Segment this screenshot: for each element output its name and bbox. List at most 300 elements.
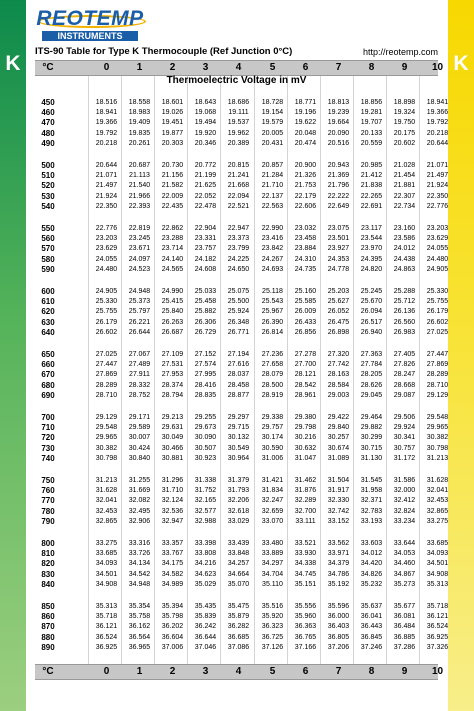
voltage-cell: 19.366 — [95, 119, 118, 127]
voltage-cell: 20.602 — [393, 139, 416, 147]
voltage-cell: 29.882 — [360, 424, 383, 432]
row-temperature: 450 — [41, 98, 55, 107]
voltage-cell: 29.757 — [261, 424, 284, 432]
voltage-cell: 34.460 — [393, 560, 416, 568]
voltage-cell: 33.275 — [426, 517, 449, 525]
voltage-cell: 23.884 — [294, 245, 317, 253]
voltage-cell: 30.132 — [227, 434, 250, 442]
voltage-cell: 29.548 — [426, 414, 449, 421]
voltage-cell: 30.590 — [261, 444, 284, 452]
voltage-cell: 29.840 — [327, 424, 350, 432]
header-cell-5: 5 — [269, 62, 276, 73]
voltage-cell: 33.439 — [227, 540, 250, 547]
voltage-cell: 33.070 — [261, 517, 284, 525]
voltage-cell: 24.905 — [426, 265, 449, 273]
voltage-cell: 36.644 — [194, 633, 217, 641]
voltage-cell: 19.196 — [294, 109, 317, 117]
reotemp-logo — [36, 7, 144, 39]
voltage-cell: 19.068 — [194, 109, 217, 117]
voltage-cell: 31.917 — [327, 487, 350, 495]
row-temperature: 580 — [41, 254, 55, 264]
voltage-cell: 30.257 — [327, 434, 350, 442]
row-temperature: 720 — [41, 433, 55, 443]
voltage-cell: 31.545 — [360, 477, 383, 484]
voltage-cell: 20.730 — [161, 162, 184, 169]
voltage-cell: 33.193 — [360, 517, 383, 525]
voltage-cell: 24.523 — [128, 265, 151, 273]
voltage-cell: 31.338 — [194, 477, 217, 484]
voltage-cell: 25.627 — [327, 298, 350, 306]
voltage-cell: 31.130 — [360, 454, 383, 462]
voltage-cell: 36.965 — [128, 643, 151, 651]
voltage-cell: 19.707 — [360, 119, 383, 127]
voltage-cell: 22.350 — [426, 192, 449, 200]
voltage-cell: 35.151 — [294, 580, 317, 588]
voltage-cell: 23.757 — [194, 245, 217, 253]
voltage-cell: 27.363 — [360, 351, 383, 358]
table-row — [35, 602, 449, 612]
voltage-cell: 25.288 — [393, 288, 416, 295]
voltage-cell: 20.346 — [194, 139, 217, 147]
voltage-cell: 21.924 — [95, 192, 118, 200]
voltage-cell: 20.218 — [426, 129, 449, 137]
header-cell-temp: °C — [42, 62, 54, 73]
voltage-cell: 25.712 — [393, 298, 416, 306]
voltage-cell: 29.338 — [261, 414, 284, 421]
voltage-cell: 34.297 — [261, 560, 284, 568]
voltage-cell: 23.331 — [194, 235, 217, 243]
header-cell-7: 7 — [335, 62, 342, 73]
voltage-cell: 32.247 — [261, 497, 284, 505]
row-temperature: 850 — [41, 602, 55, 611]
voltage-cell: 21.454 — [393, 172, 416, 180]
voltage-cell: 22.904 — [194, 225, 217, 232]
voltage-cell: 29.380 — [294, 414, 317, 421]
voltage-cell: 22.606 — [294, 202, 317, 210]
voltage-cell: 20.133 — [360, 129, 383, 137]
voltage-cell: 21.796 — [327, 182, 350, 190]
voltage-cell: 25.797 — [128, 308, 151, 316]
voltage-cell: 23.586 — [393, 235, 416, 243]
voltage-cell: 31.834 — [261, 487, 284, 495]
voltage-cell: 32.783 — [360, 507, 383, 515]
voltage-cell: 20.474 — [294, 139, 317, 147]
header-cell-0: 0 — [103, 666, 110, 677]
voltage-cell: 34.582 — [161, 570, 184, 578]
voltage-cell: 24.012 — [393, 245, 416, 253]
voltage-cell: 28.668 — [393, 381, 416, 389]
voltage-cell: 19.664 — [327, 119, 350, 127]
voltage-cell: 27.109 — [161, 351, 184, 358]
header-cell-5: 5 — [269, 666, 276, 677]
voltage-cell: 27.742 — [327, 361, 350, 369]
voltage-cell: 35.029 — [194, 580, 217, 588]
voltage-cell: 36.524 — [95, 633, 118, 641]
voltage-cell: 18.898 — [393, 99, 416, 106]
voltage-cell: 29.003 — [327, 391, 350, 399]
voltage-cell: 24.650 — [227, 265, 250, 273]
voltage-cell: 30.299 — [360, 434, 383, 442]
row-temperature: 680 — [41, 380, 55, 390]
row-temperature: 690 — [41, 390, 55, 400]
voltage-cell: 30.507 — [194, 444, 217, 452]
voltage-cell: 19.111 — [228, 109, 249, 117]
voltage-cell: 32.453 — [426, 497, 449, 505]
voltage-cell: 22.435 — [161, 202, 184, 210]
voltage-cell: 28.500 — [261, 381, 284, 389]
voltage-cell: 35.313 — [426, 580, 449, 588]
voltage-cell: 31.172 — [393, 454, 416, 462]
voltage-cell: 36.925 — [426, 633, 449, 641]
header-cell-10: 10 — [431, 62, 444, 73]
row-temperature: 890 — [41, 642, 55, 652]
voltage-cell: 36.604 — [161, 633, 184, 641]
voltage-cell: 23.544 — [360, 235, 383, 243]
voltage-cell: 20.815 — [227, 162, 250, 169]
table-row — [35, 380, 449, 391]
voltage-cell: 33.357 — [161, 540, 184, 547]
row-temperature: 520 — [41, 181, 55, 191]
voltage-cell: 24.438 — [393, 255, 416, 263]
voltage-cell: 23.671 — [128, 245, 151, 253]
voltage-cell: 22.179 — [294, 192, 317, 200]
voltage-cell: 29.087 — [393, 391, 416, 399]
voltage-cell: 34.379 — [327, 560, 350, 568]
voltage-cell: 30.964 — [227, 454, 250, 462]
voltage-cell: 27.489 — [128, 361, 151, 369]
table-row — [35, 254, 449, 265]
voltage-cell: 31.421 — [261, 477, 284, 484]
header-cell-9: 9 — [401, 62, 408, 73]
voltage-cell: 22.649 — [327, 202, 350, 210]
voltage-cell: 28.710 — [95, 391, 118, 399]
header-cell-2: 2 — [169, 666, 176, 677]
voltage-cell: 30.881 — [161, 454, 184, 462]
voltage-cell: 25.330 — [95, 298, 118, 306]
voltage-cell: 26.094 — [360, 308, 383, 316]
header-cell-0: 0 — [103, 62, 110, 73]
voltage-cell: 23.927 — [327, 245, 350, 253]
voltage-cell: 34.745 — [294, 570, 317, 578]
voltage-cell: 20.261 — [128, 139, 151, 147]
table-row — [35, 181, 449, 191]
voltage-cell: 19.239 — [327, 109, 350, 117]
voltage-cell: 20.516 — [327, 139, 350, 147]
voltage-cell: 36.000 — [327, 613, 350, 621]
row-temperature: 490 — [41, 138, 55, 148]
voltage-cell: 32.165 — [194, 497, 217, 505]
voltage-cell: 22.350 — [95, 202, 118, 210]
voltage-cell: 24.565 — [161, 265, 184, 273]
header-cell-8: 8 — [368, 666, 375, 677]
voltage-cell: 31.752 — [194, 487, 217, 495]
voltage-cell: 28.163 — [327, 371, 350, 379]
voltage-cell: 31.296 — [161, 477, 184, 484]
voltage-cell: 37.326 — [426, 643, 449, 651]
row-temperature: 640 — [41, 327, 55, 337]
voltage-cell: 21.497 — [426, 172, 449, 180]
voltage-cell: 33.685 — [426, 540, 449, 547]
voltage-cell: 21.540 — [128, 182, 151, 190]
voltage-cell: 34.093 — [95, 560, 118, 568]
voltage-cell: 29.506 — [393, 414, 416, 421]
voltage-cell: 26.390 — [261, 318, 284, 326]
table-row — [35, 476, 449, 486]
voltage-cell: 21.156 — [161, 172, 184, 180]
voltage-cell: 36.242 — [194, 623, 217, 631]
voltage-cell: 21.199 — [194, 172, 217, 180]
voltage-cell: 28.121 — [294, 371, 317, 379]
voltage-cell: 18.983 — [128, 109, 151, 117]
voltage-cell: 35.920 — [261, 613, 284, 621]
table-row — [35, 579, 449, 590]
voltage-cell: 33.971 — [327, 550, 350, 558]
voltage-cell: 29.297 — [227, 414, 250, 421]
voltage-cell: 32.124 — [161, 497, 184, 505]
table-row — [35, 98, 449, 108]
voltage-cell: 32.289 — [294, 497, 317, 505]
voltage-cell: 28.289 — [95, 381, 118, 389]
voltage-cell: 32.495 — [128, 507, 151, 515]
voltage-cell: 26.856 — [294, 328, 317, 336]
table-row — [35, 413, 449, 423]
table-row — [35, 496, 449, 506]
voltage-cell: 36.765 — [294, 633, 317, 641]
voltage-cell: 37.046 — [194, 643, 217, 651]
voltage-cell: 25.203 — [327, 288, 350, 295]
table-row — [35, 138, 449, 149]
voltage-cell: 37.126 — [261, 643, 284, 651]
voltage-cell: 27.700 — [294, 361, 317, 369]
voltage-cell: 34.826 — [360, 570, 383, 578]
voltage-cell: 29.631 — [161, 424, 184, 432]
voltage-cell: 34.989 — [161, 580, 184, 588]
row-temperature: 470 — [41, 118, 55, 128]
table-row — [35, 118, 449, 128]
voltage-cell: 34.542 — [128, 570, 151, 578]
voltage-cell: 35.596 — [327, 603, 350, 610]
voltage-cell: 35.718 — [426, 603, 449, 610]
table-row — [35, 201, 449, 212]
voltage-cell: 25.075 — [227, 288, 250, 295]
voltage-cell: 36.323 — [261, 623, 284, 631]
voltage-cell: 35.556 — [294, 603, 317, 610]
voltage-cell: 18.771 — [294, 99, 317, 106]
voltage-cell: 31.958 — [360, 487, 383, 495]
voltage-cell: 27.320 — [327, 351, 350, 358]
voltage-cell: 21.668 — [227, 182, 250, 190]
voltage-cell: 22.052 — [194, 192, 217, 200]
header-cell-3: 3 — [202, 666, 209, 677]
voltage-cell: 26.560 — [393, 318, 416, 326]
voltage-cell: 26.475 — [327, 318, 350, 326]
voltage-cell: 24.055 — [95, 255, 118, 263]
voltage-cell: 30.090 — [194, 434, 217, 442]
voltage-cell: 25.033 — [194, 288, 217, 295]
table-row — [35, 632, 449, 643]
voltage-cell: 23.203 — [426, 225, 449, 232]
voltage-cell: 22.734 — [393, 202, 416, 210]
voltage-cell: 32.865 — [95, 517, 118, 525]
row-temperature: 770 — [41, 496, 55, 506]
voltage-cell: 35.110 — [262, 580, 283, 588]
voltage-cell: 31.006 — [261, 454, 284, 462]
voltage-cell: 32.906 — [128, 517, 151, 525]
voltage-cell: 29.924 — [393, 424, 416, 432]
voltage-cell: 28.332 — [128, 381, 151, 389]
voltage-cell: 31.504 — [327, 477, 350, 484]
row-temperature: 620 — [41, 307, 55, 317]
voltage-cell: 32.453 — [95, 507, 118, 515]
voltage-cell: 24.225 — [227, 255, 250, 263]
voltage-cell: 24.480 — [426, 255, 449, 263]
table-row — [35, 224, 449, 234]
voltage-cell: 29.129 — [95, 414, 118, 421]
voltage-cell: 29.129 — [426, 391, 449, 399]
voltage-cell: 19.281 — [360, 109, 383, 117]
voltage-cell: 30.632 — [294, 444, 317, 452]
row-temperature: 870 — [41, 622, 55, 632]
voltage-cell: 27.531 — [161, 361, 184, 369]
row-temperature: 460 — [41, 108, 55, 118]
column-header-bottom — [35, 664, 444, 680]
voltage-cell: 31.255 — [128, 477, 151, 484]
voltage-cell: 24.395 — [360, 255, 383, 263]
voltage-cell: 34.908 — [95, 580, 118, 588]
voltage-cell: 23.117 — [361, 225, 382, 232]
header-cell-7: 7 — [335, 666, 342, 677]
table-row — [35, 171, 449, 181]
voltage-cell: 20.303 — [161, 139, 184, 147]
table-row — [35, 327, 449, 338]
voltage-cell: 32.947 — [161, 517, 184, 525]
voltage-cell: 22.691 — [360, 202, 383, 210]
voltage-cell: 23.629 — [95, 245, 118, 253]
voltage-cell: 34.704 — [261, 570, 284, 578]
voltage-cell: 20.048 — [294, 129, 317, 137]
voltage-cell: 25.160 — [294, 288, 317, 295]
voltage-cell: 30.174 — [261, 434, 284, 442]
voltage-cell: 36.081 — [393, 613, 416, 621]
voltage-cell: 30.549 — [227, 444, 250, 452]
voltage-cell: 23.714 — [161, 245, 184, 253]
row-temperature: 800 — [41, 539, 55, 548]
voltage-cell: 31.089 — [327, 454, 350, 462]
voltage-cell: 31.379 — [227, 477, 250, 484]
voltage-cell: 28.584 — [327, 381, 350, 389]
voltage-cell: 19.409 — [128, 119, 151, 127]
logo-subtitle: INSTRUMENTS — [42, 31, 138, 41]
voltage-cell: 31.586 — [393, 477, 416, 484]
voltage-cell: 32.865 — [426, 507, 449, 515]
voltage-cell: 20.005 — [261, 129, 284, 137]
voltage-cell: 32.000 — [393, 487, 416, 495]
voltage-cell: 20.389 — [227, 139, 250, 147]
row-temperature: 860 — [41, 612, 55, 622]
voltage-cell: 34.623 — [194, 570, 217, 578]
voltage-cell: 35.273 — [393, 580, 416, 588]
row-temperature: 540 — [41, 201, 55, 211]
voltage-cell: 26.814 — [261, 328, 284, 336]
voltage-cell: 26.348 — [227, 318, 250, 326]
voltage-cell: 35.677 — [393, 603, 416, 610]
voltage-cell: 24.863 — [393, 265, 416, 273]
voltage-cell: 27.911 — [129, 371, 150, 379]
voltage-cell: 22.776 — [426, 202, 449, 210]
header-cell-10: 10 — [431, 666, 444, 677]
voltage-cell: 28.205 — [360, 371, 383, 379]
website-link[interactable]: http://reotemp.com — [362, 47, 438, 57]
voltage-cell: 29.171 — [128, 414, 151, 421]
voltage-cell: 28.626 — [360, 381, 383, 389]
voltage-cell: 18.686 — [227, 99, 250, 106]
row-temperature: 880 — [41, 632, 55, 642]
row-temperature: 700 — [41, 413, 55, 422]
voltage-cell: 29.255 — [194, 414, 217, 421]
voltage-cell: 35.718 — [95, 613, 118, 621]
voltage-cell: 35.798 — [161, 613, 184, 621]
voltage-cell: 20.644 — [426, 139, 449, 147]
voltage-cell: 25.882 — [194, 308, 217, 316]
voltage-cell: 33.521 — [294, 540, 317, 547]
logo-name: REOTEMP — [36, 7, 144, 30]
voltage-cell: 24.990 — [161, 288, 184, 295]
header-cell-1: 1 — [136, 62, 143, 73]
row-temperature: 730 — [41, 443, 55, 453]
table-row — [35, 612, 449, 622]
row-temperature: 740 — [41, 453, 55, 463]
voltage-cell: 21.625 — [194, 182, 217, 190]
table-subheader: Thermoelectric Voltage in mV — [166, 75, 307, 86]
voltage-cell: 19.750 — [393, 119, 416, 127]
voltage-cell: 34.867 — [393, 570, 416, 578]
voltage-cell: 27.152 — [194, 351, 217, 358]
voltage-cell: 33.848 — [227, 550, 250, 558]
voltage-cell: 33.234 — [393, 517, 416, 525]
voltage-cell: 25.373 — [128, 298, 151, 306]
voltage-cell: 25.585 — [294, 298, 317, 306]
voltage-cell: 25.415 — [161, 298, 184, 306]
row-temperature: 500 — [41, 161, 55, 170]
voltage-cell: 20.857 — [261, 162, 284, 169]
voltage-cell: 21.497 — [95, 182, 118, 190]
voltage-cell: 29.422 — [327, 414, 350, 421]
voltage-cell: 19.324 — [393, 109, 416, 117]
table-row — [35, 622, 449, 632]
voltage-cell: 20.943 — [327, 162, 350, 169]
voltage-cell: 36.282 — [227, 623, 250, 631]
row-temperature: 560 — [41, 234, 55, 244]
voltage-cell: 35.758 — [128, 613, 151, 621]
table-row — [35, 642, 449, 653]
voltage-cell: 22.947 — [227, 225, 250, 232]
page-title: ITS-90 Table for Type K Thermocouple (Ref Junction 0°C) — [35, 46, 293, 57]
voltage-cell: 25.118 — [262, 288, 283, 295]
voltage-cell: 29.965 — [95, 434, 118, 442]
voltage-cell: 30.757 — [393, 444, 416, 452]
table-row — [35, 370, 449, 380]
header-cell-temp: °C — [42, 666, 54, 677]
voltage-cell: 24.820 — [360, 265, 383, 273]
voltage-cell: 25.924 — [227, 308, 250, 316]
voltage-cell: 30.715 — [360, 444, 383, 452]
voltage-cell: 31.213 — [95, 477, 118, 484]
voltage-cell: 22.307 — [393, 192, 416, 200]
voltage-cell: 29.464 — [360, 414, 383, 421]
voltage-cell: 35.354 — [128, 603, 151, 610]
table-row — [35, 317, 449, 328]
voltage-cell: 36.885 — [393, 633, 416, 641]
